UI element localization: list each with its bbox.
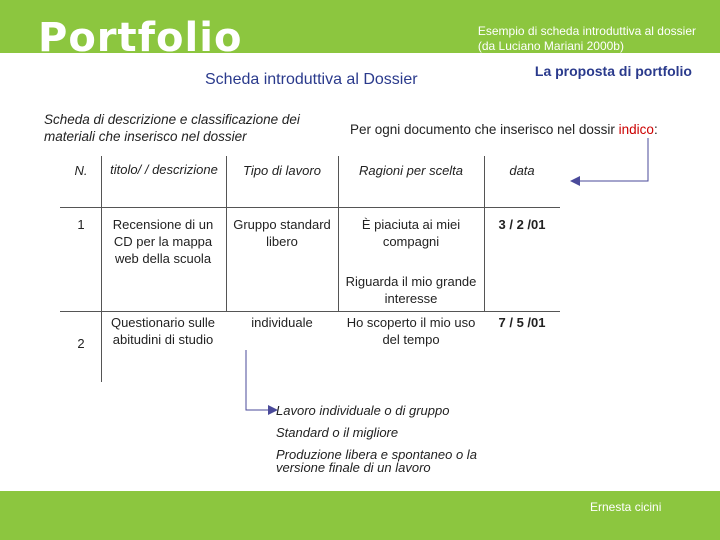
note-2: Standard o il migliore bbox=[276, 425, 399, 440]
row1-titolo: Recensione di un CD per la mappa web della scuola bbox=[112, 217, 214, 266]
footer-bar bbox=[0, 491, 720, 540]
row1-n: 1 bbox=[77, 217, 85, 232]
row1-tipo: Gruppo standard libero bbox=[233, 217, 331, 249]
header-n: N. bbox=[74, 163, 88, 178]
subtitle: Scheda introduttiva al Dossier bbox=[205, 71, 418, 88]
highlight-word: indico bbox=[618, 122, 654, 137]
note-1: Lavoro individuale o di gruppo bbox=[276, 403, 450, 418]
row2-n: 2 bbox=[77, 336, 85, 351]
note-3: Produzione libera e spontaneo o la versione finale di un lavoro bbox=[276, 447, 477, 475]
header-ragioni: Ragioni per scelta bbox=[358, 163, 464, 178]
page-title: Portfolio bbox=[38, 15, 243, 53]
source-note: Esempio di scheda introduttiva al dossier (da Luciano Mariani 2000b) bbox=[477, 24, 696, 53]
right-description-prefix: Per ogni documento che inserisco nel dossir bbox=[350, 122, 619, 137]
row2-ragioni: Ho scoperto il mio uso del tempo bbox=[346, 315, 476, 347]
row2-tipo: individuale bbox=[251, 315, 313, 330]
header-data: data bbox=[509, 163, 535, 178]
header-bar bbox=[0, 0, 720, 53]
footer-author: Ernesta cicini bbox=[590, 500, 662, 514]
row1-data: 3 / 2 /01 bbox=[498, 217, 546, 232]
row1-ragioni: È piaciuta ai miei compagni bbox=[361, 217, 461, 249]
arrow-connector-top bbox=[560, 135, 660, 195]
row2-titolo: Questionario sulle abitudini di studio bbox=[110, 315, 216, 347]
subtitle-right: La proposta di portfolio bbox=[534, 63, 692, 79]
row2-data: 7 / 5 /01 bbox=[498, 315, 546, 330]
right-description-suffix: : bbox=[653, 122, 658, 137]
row1b-ragioni: Riguarda il mio grande interesse bbox=[345, 274, 477, 306]
left-description: Scheda di descrizione e classificazione dei materiali che inserisco nel dossier bbox=[44, 112, 300, 144]
header-tipo: Tipo di lavoro bbox=[243, 163, 321, 178]
header-titolo: titolo/ / descrizione bbox=[110, 162, 218, 177]
